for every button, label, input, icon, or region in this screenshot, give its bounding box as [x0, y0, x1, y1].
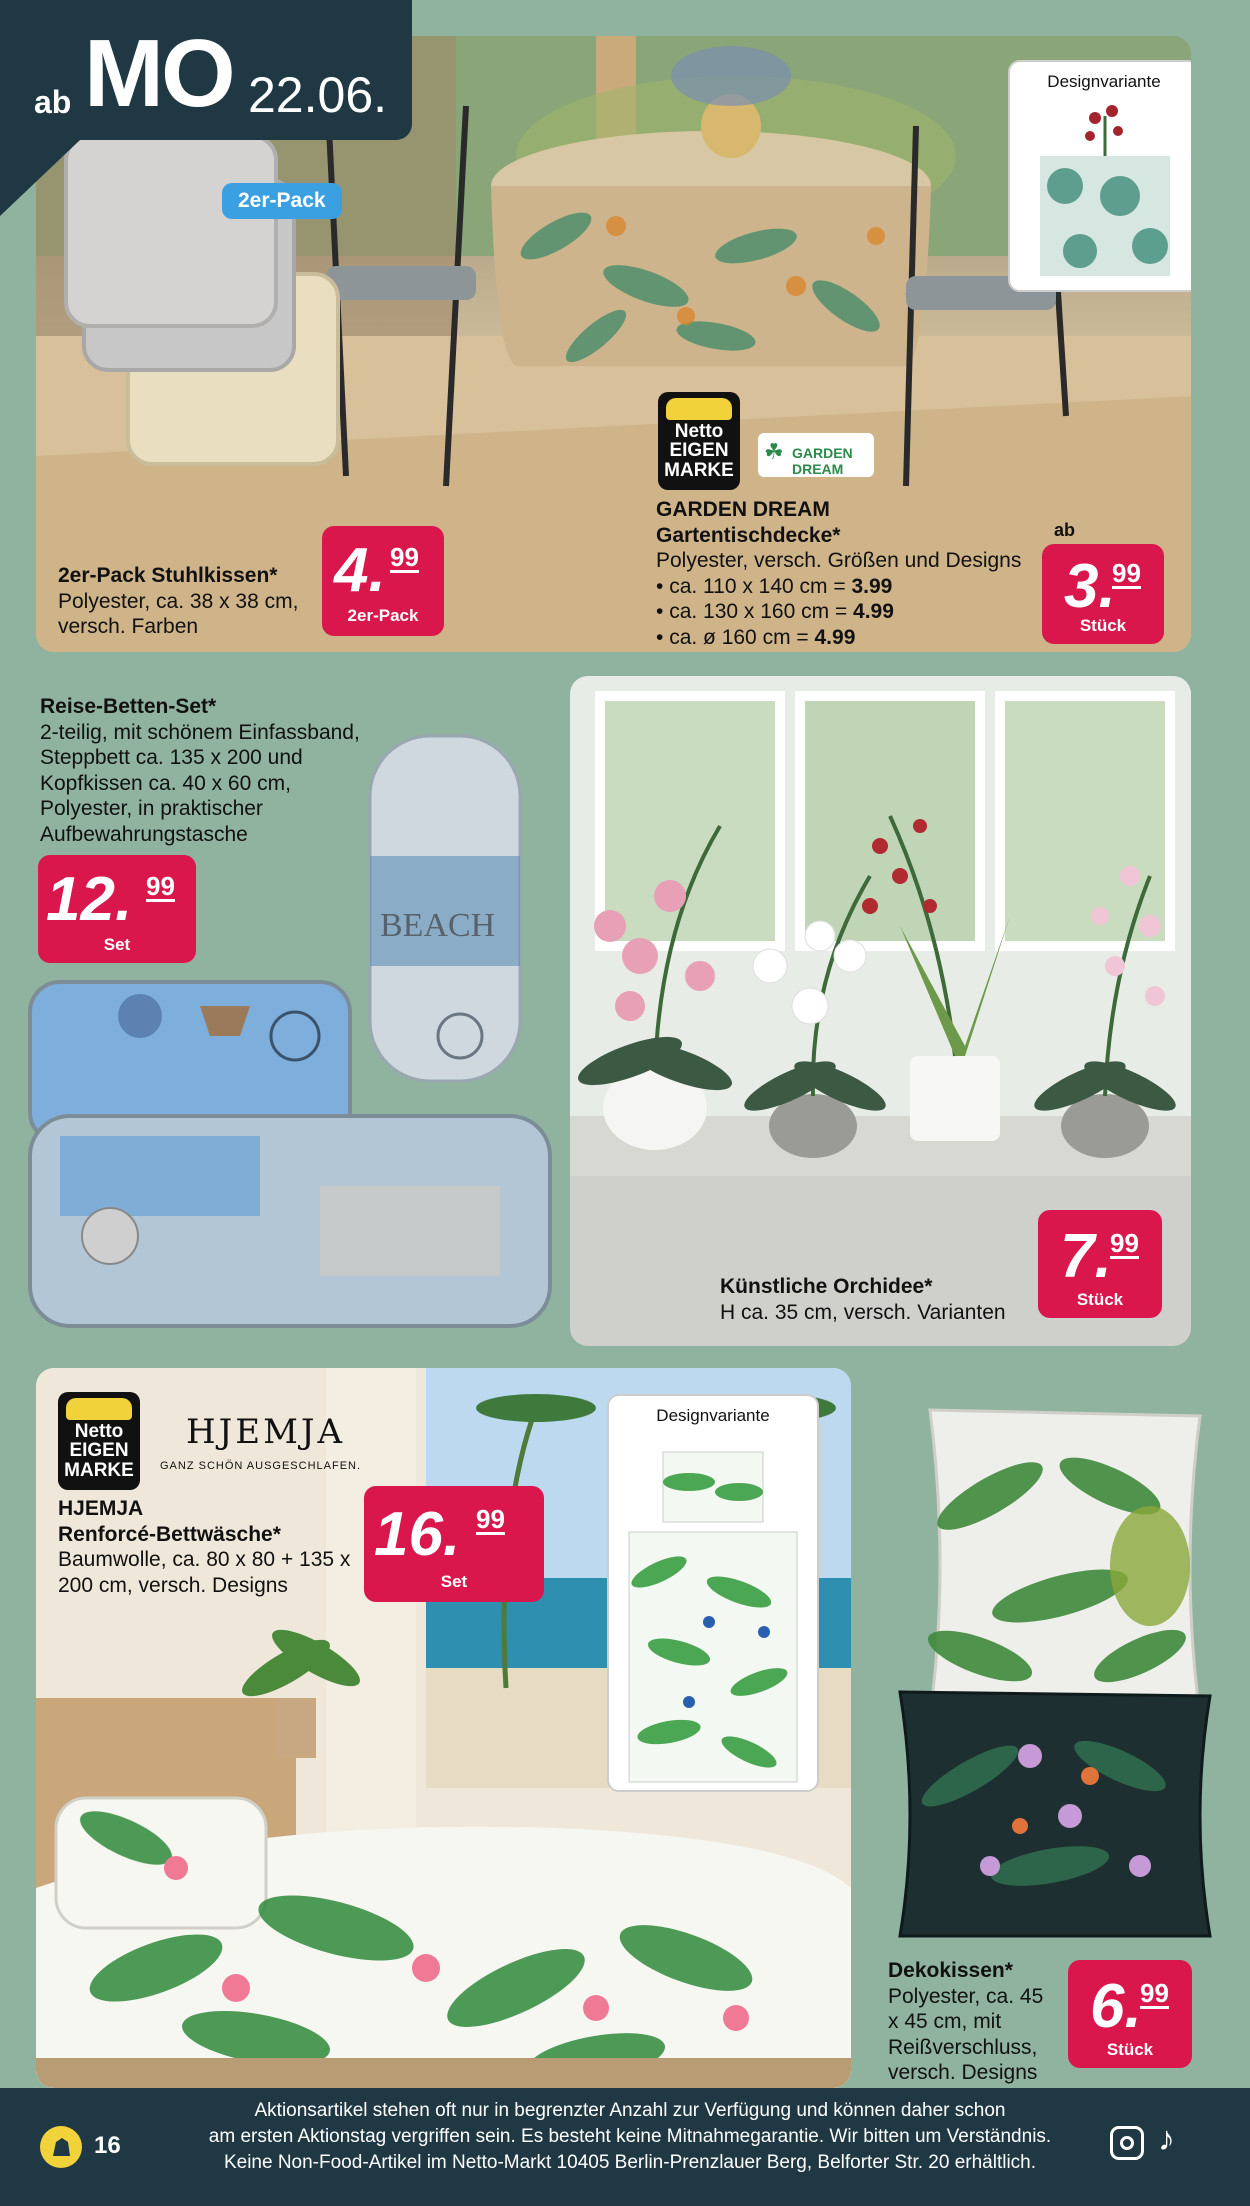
travel-bed-photo [20, 716, 560, 1336]
orchid-photo [570, 676, 1191, 1176]
travel-bed-title: Reise-Betten-Set* [40, 695, 217, 718]
orchid-description [720, 1274, 1080, 1325]
footer-disclaimer-line: Aktionsartikel stehen oft nur in begrenzter Anzahl zur Verfügung und können daher schon [254, 2100, 1006, 2121]
garden-dream-brand: GARDEN DREAM [792, 445, 853, 477]
deko-pillow-title: Dekokissen* [888, 1959, 1013, 1982]
footer-disclaimer-line: am ersten Aktionstag vergriffen sein. Es besteht keine Mitnahmegarantie. Wir bitten um Verständnis. [208, 2126, 1052, 2147]
netto-logo-line: EIGEN [69, 1440, 129, 1462]
price-main: 12. [46, 865, 133, 934]
price-unit: 2er-Pack [347, 606, 419, 625]
orchid-desc: H ca. 35 cm, versch. Varianten [720, 1300, 1006, 1324]
tablecloth-description [656, 497, 1076, 651]
instagram-lens [1120, 2136, 1134, 2150]
netto-logo-line: EIGEN [669, 440, 729, 462]
tablecloth-design-variant-inset [1008, 60, 1191, 292]
footer-disclaimer-line: Keine Non-Food-Artikel im Netto-Markt 10405 Berlin-Prenzlauer Berg, Belforter Str. 20 erhältlich. [223, 2152, 1037, 2173]
price-unit: Stück [1076, 1290, 1124, 1309]
dog-logo-icon [40, 2126, 82, 2168]
price-cents: 99 [146, 871, 175, 901]
price-unit: Set [103, 935, 131, 954]
bedding-description [58, 1496, 378, 1598]
price-main: 6. [1090, 1972, 1142, 2041]
page-number: 16 [94, 2132, 121, 2159]
date-prefix: ab [34, 84, 72, 120]
bedding-design-variant-inset [607, 1394, 819, 1792]
size-label: ca. ø 160 cm = [669, 626, 815, 650]
tablecloth-size-row: • ca. 110 x 140 cm = 3.99 [656, 574, 893, 598]
tablecloth-size-row: • ca. 130 x 160 cm = 4.99 [656, 600, 894, 624]
deko-pillow-desc: Polyester, ca. 45 x 45 cm, mit Reißverschluss, versch. Designs [888, 1984, 1044, 2085]
price-prefix: ab [1054, 520, 1076, 540]
travel-bed-desc: 2-teilig, mit schönem Einfassband, Steppbett ca. 135 x 200 und Kopfkissen ca. 40 x 60 cm, Polyester, in praktischer Aufbewahrungstasche [40, 720, 360, 847]
hjemja-tagline: GANZ SCHÖN AUSGESCHLAFEN. [160, 1460, 362, 1472]
price-unit: Stück [1079, 616, 1127, 635]
tablecloth-desc: Polyester, versch. Größen und Designs [656, 549, 1022, 573]
orchid-offer-panel [570, 676, 1191, 1346]
deko-pillow-price-tag [1068, 1960, 1192, 2068]
bedding-variant-photo [609, 1432, 817, 1792]
design-variant-label: Designvariante [1047, 72, 1161, 91]
price-main: 7. [1060, 1222, 1112, 1291]
instagram-icon[interactable] [1110, 2126, 1144, 2160]
orchid-price-tag [1038, 1210, 1162, 1318]
price-cents: 99 [476, 1504, 505, 1534]
netto-logo-line: Netto [674, 421, 724, 442]
page-footer [0, 2088, 1250, 2206]
size-label: ca. 110 x 140 cm = [669, 574, 852, 598]
bag-print-text: BEACH [380, 907, 496, 944]
tiktok-icon[interactable]: ♪ [1158, 2120, 1175, 2158]
cushion-desc: Polyester, ca. 38 x 38 cm, versch. Farben [58, 589, 299, 639]
tablecloth-title-1: GARDEN DREAM [656, 498, 830, 521]
size-price: 4.99 [814, 626, 856, 650]
palm-icon: ☘ [764, 439, 784, 464]
garden-dream-logo [758, 433, 874, 477]
cushion-price-tag [322, 526, 444, 636]
netto-logo-line: MARKE [664, 459, 734, 481]
bedding-offer-panel [36, 1368, 851, 2088]
tablecloth-size-row: • ca. ø 160 cm = 4.99 [656, 626, 856, 650]
tablecloth-variant-photo [1010, 96, 1191, 292]
price-unit: Set [440, 1572, 468, 1591]
price-cents: 99 [390, 542, 419, 572]
price-main: 16. [374, 1500, 461, 1569]
cushion-title: 2er-Pack Stuhlkissen* [58, 564, 278, 587]
price-main: 4. [334, 536, 386, 605]
deko-pillow-description [888, 1958, 1048, 2086]
hjemja-brand-logo: HJEMJA [186, 1412, 346, 1452]
price-main: 3. [1064, 552, 1116, 621]
netto-logo-line: MARKE [64, 1459, 134, 1481]
price-unit: Stück [1106, 2040, 1154, 2059]
bedding-title-2: Renforcé-Bettwäsche* [58, 1522, 281, 1546]
cushion-description [58, 563, 358, 640]
netto-logo-cap [66, 1398, 132, 1420]
bedding-title-1: HJEMJA [58, 1497, 144, 1520]
size-price: 4.99 [853, 600, 894, 624]
offer-date-header [0, 0, 412, 140]
two-pack-badge: 2er-Pack [222, 183, 342, 219]
date-value: 22.06. [248, 67, 388, 123]
netto-eigenmarke-logo [58, 1392, 140, 1490]
tablecloth-title-2: Gartentischdecke* [656, 523, 841, 547]
bedding-price-tag [364, 1486, 544, 1602]
price-cents: 99 [1112, 558, 1141, 588]
netto-logo-cap [666, 398, 732, 420]
price-cents: 99 [1110, 1228, 1139, 1258]
deko-pillows-photo [880, 1396, 1220, 1956]
bedding-desc: Baumwolle, ca. 80 x 80 + 135 x 200 cm, versch. Designs [58, 1548, 351, 1597]
design-variant-label: Designvariante [656, 1406, 770, 1425]
price-cents: 99 [1140, 1978, 1169, 2008]
tablecloth-price-tag [1042, 520, 1164, 644]
size-label: ca. 130 x 160 cm = [669, 600, 854, 624]
orchid-title: Künstliche Orchidee* [720, 1275, 933, 1298]
netto-logo-line: Netto [74, 1421, 124, 1442]
size-price: 3.99 [851, 574, 893, 598]
netto-eigenmarke-logo [658, 392, 740, 490]
date-header-tail [0, 140, 80, 216]
date-weekday: MO [84, 20, 233, 127]
